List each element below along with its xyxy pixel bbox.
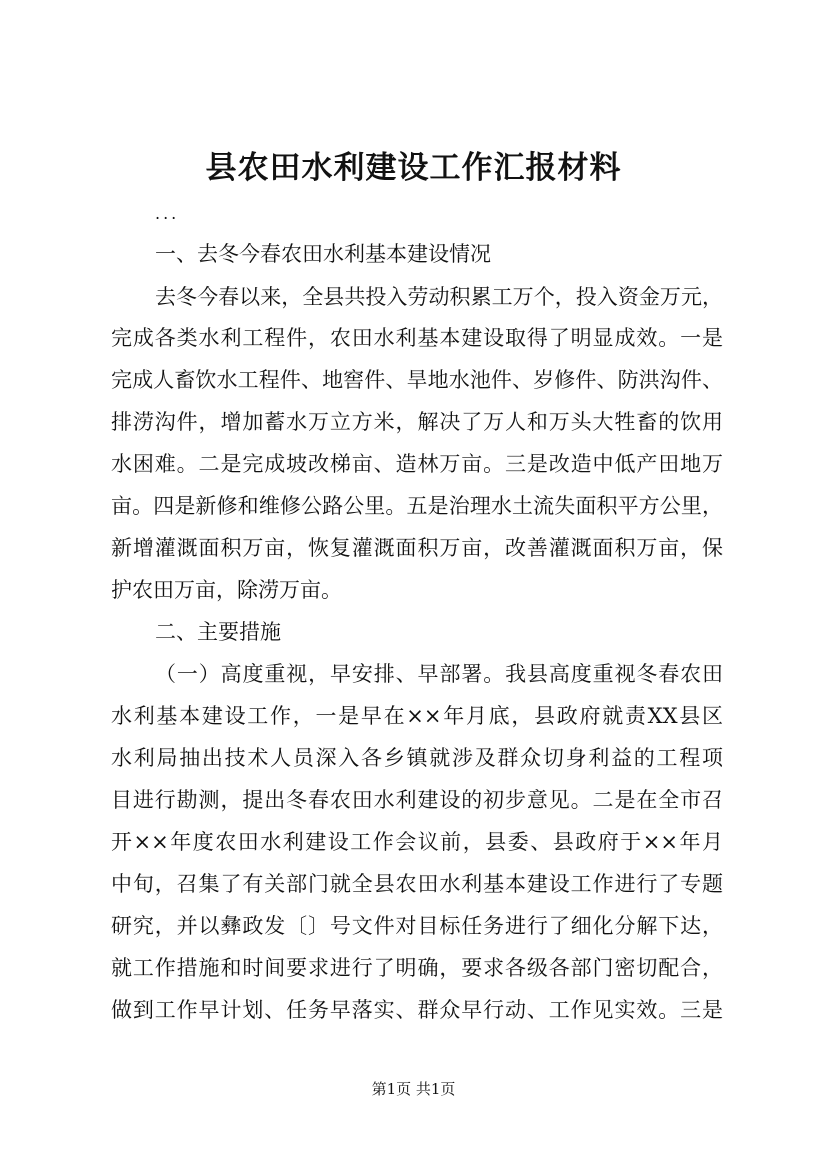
paragraph-line: 目进行勘测，提出冬春农田水利建设的初步意见。二是在全市召 xyxy=(111,788,723,812)
paragraph-line: 排涝沟件，增加蓄水万立方米，解决了万人和万头大牲畜的饮用 xyxy=(111,410,723,434)
paragraph-line: 水困难。二是完成坡改梯亩、造林万亩。三是改造中低产田地万 xyxy=(111,452,723,476)
paragraph-line: 中旬，召集了有关部门就全县农田水利基本建设工作进行了专题 xyxy=(111,872,723,896)
ellipsis-marker: ... xyxy=(155,204,180,223)
paragraph-line: 完成人畜饮水工程件、地窖件、旱地水池件、岁修件、防洪沟件、 xyxy=(111,368,723,392)
paragraph-line: 护农田万亩，除涝万亩。 xyxy=(111,578,342,602)
document-title: 县农田水利建设工作汇报材料 xyxy=(205,150,622,186)
paragraph-line: 就工作措施和时间要求进行了明确，要求各级各部门密切配合， xyxy=(111,956,723,980)
paragraph-line: 研究，并以彝政发〔〕号文件对目标任务进行了细化分解下达， xyxy=(111,914,723,938)
section-heading-1: 一、去冬今春农田水利基本建设情况 xyxy=(155,242,491,266)
page-number-footer: 第1页 共1页 xyxy=(371,1080,456,1098)
paragraph-line: 去冬今春以来，全县共投入劳动积累工万个，投入资金万元， xyxy=(155,285,723,309)
paragraph-line: 开××年度农田水利建设工作会议前，县委、县政府于××年月 xyxy=(111,830,723,854)
paragraph-line: 水利局抽出技术人员深入各乡镇就涉及群众切身利益的工程项 xyxy=(111,746,723,770)
paragraph-line: 做到工作早计划、任务早落实、群众早行动、工作见实效。三是 xyxy=(111,998,723,1022)
paragraph-line: 亩。四是新修和维修公路公里。五是治理水土流失面积平方公里， xyxy=(111,494,723,518)
paragraph-line: 水利基本建设工作，一是早在××年月底，县政府就责XX县区 xyxy=(111,704,723,728)
section-heading-2: 二、主要措施 xyxy=(155,620,281,644)
paragraph-line: 完成各类水利工程件，农田水利基本建设取得了明显成效。一是 xyxy=(111,326,723,350)
paragraph-line: （一）高度重视，早安排、早部署。我县高度重视冬春农田 xyxy=(155,662,723,686)
paragraph-line: 新增灌溉面积万亩，恢复灌溉面积万亩，改善灌溉面积万亩，保 xyxy=(111,536,723,560)
